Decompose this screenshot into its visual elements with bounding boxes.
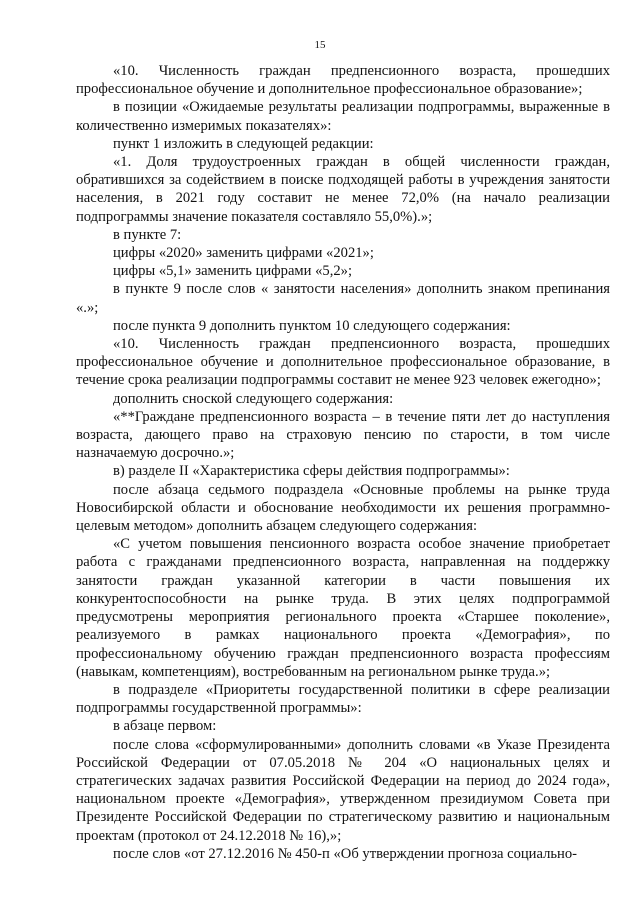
paragraph: «С учетом повышения пенсионного возраста особое значение приобретает работа с гражданами предпенсионного возраста, направленная на поддержку занятости граждан указанной категории в части повышения их конкурентоспособности на рынке труда. В этих целях подпрограммой предусмотрены мероприятия регионального проекта «Старшее поколение», реализуемого в рамках национального проекта «Демография», по профессиональному обучению граждан предпенсионного возраста профессиям (навыкам, компетенциям), востребованным на региональном рынке труда.»; <box>76 536 610 680</box>
paragraph: после абзаца седьмого подраздела «Основные проблемы на рынке труда Новосибирской области и обоснование необходимости их решения программно-целевым методом» дополнить абзацем следующего содержания: <box>76 481 610 535</box>
paragraph: в) разделе II «Характеристика сферы действия подпрограммы»: <box>113 463 510 480</box>
paragraph: в пункте 9 после слов « занятости населения» дополнить знаком препинания «.»; <box>76 281 610 316</box>
paragraph: в абзаце первом: <box>113 718 217 735</box>
paragraph: в позиции «Ожидаемые результаты реализации подпрограммы, выраженные в количественно измеримых показателях»: <box>76 99 610 134</box>
paragraph: «10. Численность граждан предпенсионного возраста, прошедших профессиональное обучение и дополнительное профессиональное образование»; <box>76 63 610 98</box>
paragraph: в пункте 7: <box>113 226 182 243</box>
page-number: 15 <box>314 39 326 51</box>
paragraph: дополнить сноской следующего содержания: <box>113 390 394 407</box>
paragraph: пункт 1 изложить в следующей редакции: <box>113 135 374 152</box>
paragraph: после слов «от 27.12.2016 № 450-п «Об утверждении прогноза социально- <box>113 845 578 862</box>
paragraph: «**Граждане предпенсионного возраста – в течение пяти лет до наступления возраста, дающего право на страховую пенсию по старости, в том числе назначаемую досрочно.»; <box>76 408 610 462</box>
paragraph: цифры «2020» заменить цифрами «2021»; <box>113 245 374 262</box>
paragraph: «10. Численность граждан предпенсионного возраста, прошедших профессиональное обучение и дополнительное профессиональное образование, в течение срока реализации подпрограммы составит не менее 923 человек ежегодно»; <box>76 336 610 389</box>
document-body <box>76 62 610 863</box>
paragraph: «1. Доля трудоустроенных граждан в общей численности граждан, обратившихся за содействием в поиске подходящей работы в учреждения занятости населения, в 2021 году составит не менее 72,0% (на начало реализации подпрограммы значение показателя составляло 55,0%).»; <box>76 154 610 225</box>
paragraph: после слова «сформулированными» дополнить словами «в Указе Президента Российской Федерации от 07.05.2018 № 204 «О национальных целях и стратегических задачах развития Российской Федерации на период до 2024 года», национальном проекте «Демография», утвержденном президиумом Совета при Президенте Российской Федерации по стратегическому развитию и национальным проектам (протокол от 24.12.2018 № 16),»; <box>76 736 610 844</box>
paragraph: цифры «5,1» заменить цифрами «5,2»; <box>113 263 353 280</box>
paragraph: после пункта 9 дополнить пунктом 10 следующего содержания: <box>113 317 511 334</box>
paragraph: в подразделе «Приоритеты государственной политики в сфере реализации подпрограммы государственной программы»: <box>76 681 610 717</box>
